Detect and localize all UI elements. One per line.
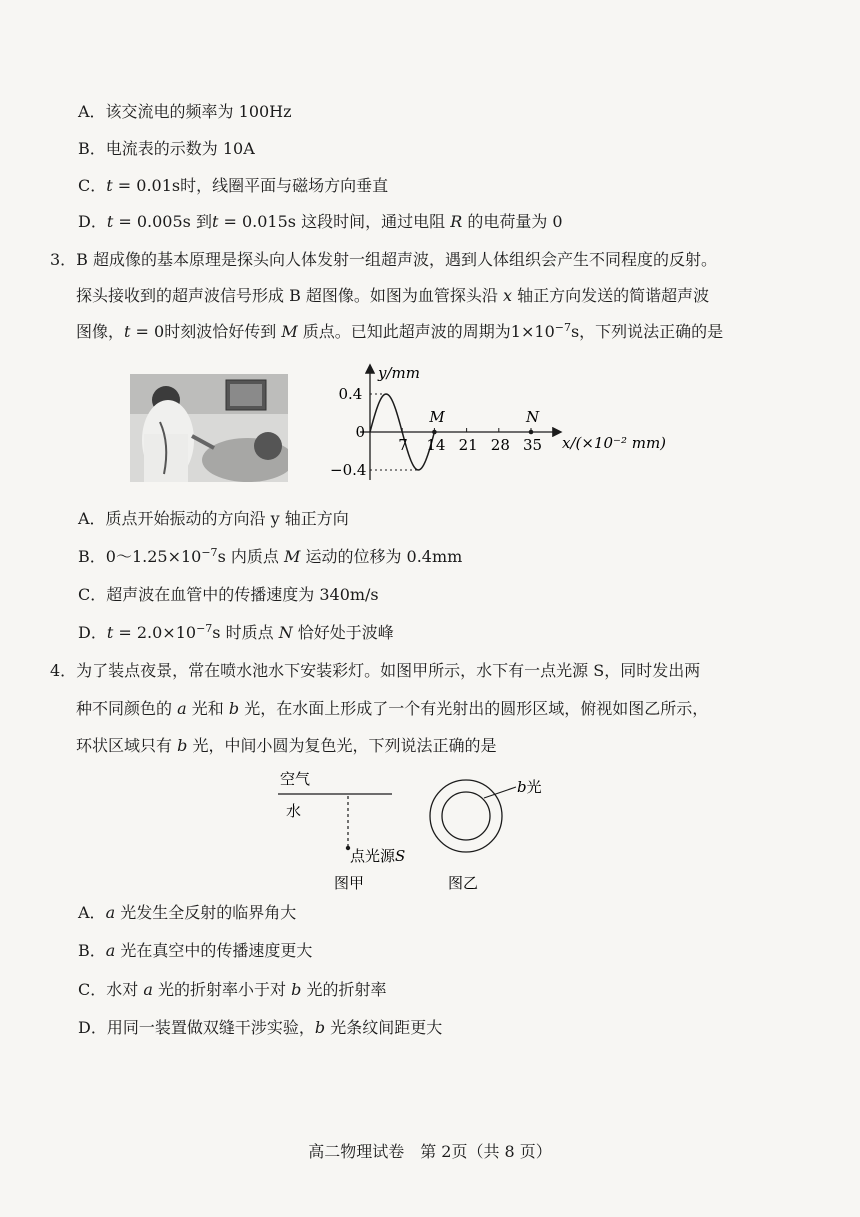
page-footer: 高二物理试卷 第 2页（共 8 页） (308, 1142, 552, 1161)
q2-option-b: B．电流表的示数为 10A (78, 139, 255, 158)
q4-option-d: D．用同一装置做双缝干涉实验，b 光条纹间距更大 (78, 1018, 443, 1037)
q3-stem-line3: 图像，t = 0时刻波恰好传到 M 质点。已知此超声波的周期为$1\times 10^{-7}s$，下列说法正确的是 (76, 321, 724, 341)
point-m (432, 430, 437, 435)
x-tick-label: 14 (426, 436, 446, 454)
caption-yi: 图乙 (448, 874, 479, 892)
q2-option-c: C．t = 0.01s时，线圈平面与磁场方向垂直 (78, 176, 389, 195)
y-tick-label: −0.4 (330, 461, 367, 479)
y-axis-label: y/mm (378, 364, 420, 382)
wave-graph (330, 360, 670, 485)
q2-option-a: A．该交流电的频率为 100Hz (78, 102, 292, 121)
x-tick-label: 21 (458, 436, 478, 454)
x-tick-label: 28 (490, 436, 510, 454)
caption-jia: 图甲 (334, 874, 365, 892)
y-tick-label: 0.4 (338, 385, 363, 403)
x-tick-label: 35 (523, 436, 543, 454)
label-b-light: b光 (517, 778, 542, 796)
q3-stem-line1: 3．B 超成像的基本原理是探头向人体发射一组超声波，遇到人体组织会产生不同程度的反射。 (50, 250, 718, 269)
q4-stem-line2: 种不同颜色的 a 光和 b 光，在水面上形成了一个有光射出的圆形区域，俯视如图乙所示， (76, 699, 709, 718)
ultrasound-photo (130, 374, 288, 482)
q3-stem-line2: 探头接收到的超声波信号形成 B 超图像。如图为血管探头沿 x 轴正方向发送的简谐超声波 (76, 286, 710, 305)
label-point-source: 点光源S (350, 847, 406, 865)
q4-option-a: A．a 光发生全反射的临界角大 (78, 903, 297, 922)
q4-option-b: B．a 光在真空中的传播速度更大 (78, 941, 313, 960)
figure-yi (426, 770, 576, 896)
point-n-label: N (526, 408, 540, 426)
label-air: 空气 (280, 770, 311, 788)
q2-option-d: D．t = 0.005s 到t = 0.015s 这段时间，通过电阻 R 的电荷量为 0 (78, 212, 563, 231)
q4-option-c: C．水对 a 光的折射率小于对 b 光的折射率 (78, 980, 387, 999)
inner-circle (442, 792, 490, 840)
q4-stem-line3: 环状区域只有 b 光，中间小圆为复色光，下列说法正确的是 (76, 736, 497, 755)
q3-option-a: A．质点开始振动的方向沿 y 轴正方向 (78, 509, 349, 528)
label-water: 水 (286, 802, 302, 820)
q3-option-d: D．$t = 2.0\times 10^{-7}s$ 时质点 N 恰好处于波峰 (78, 622, 394, 642)
point-n (529, 430, 534, 435)
y-tick-label: 0 (355, 423, 366, 441)
x-tick-label: 7 (398, 436, 408, 454)
q3-option-b: B．$0\sim 1.25\times 10^{-7}s$ 内质点 M 运动的位移为 0.4mm (78, 546, 463, 566)
point-m-label: M (429, 408, 445, 426)
q3-option-c: C．超声波在血管中的传播速度为 340m/s (78, 585, 379, 604)
q4-stem-line1: 4．为了装点夜景，常在喷水池水下安装彩灯。如图甲所示，水下有一点光源 S，同时发出两 (50, 661, 701, 680)
figure-jia (278, 766, 418, 896)
x-axis-label: x/(×10⁻² mm) (562, 434, 667, 452)
outer-circle (430, 780, 502, 852)
